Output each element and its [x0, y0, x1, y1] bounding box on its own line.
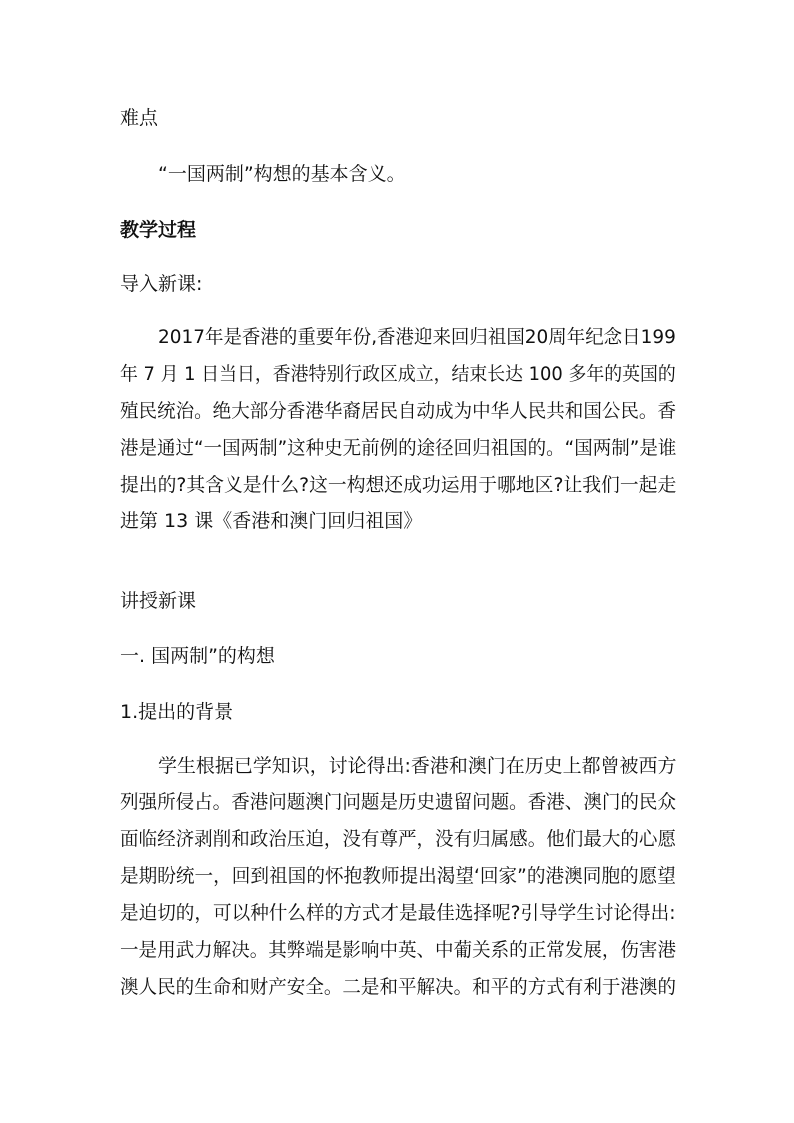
background-paragraph-line: 学生根据已学知识，讨论得出:香港和澳门在历史上都曾被西方	[158, 755, 677, 777]
intro-paragraph-line: 年 7 月 1 日当日，香港特别行政区成立，结束长达 100 多年的英国的	[120, 363, 676, 385]
intro-paragraph-line: 进第 13 课《香港和澳门回归祖国》	[120, 510, 423, 532]
intro-paragraph-line: 港是通过“一国两制”这种史无前例的途径回归祖国的。“国两制”是谁	[120, 437, 677, 459]
background-paragraph-line: 是迫切的，可以种什么样的方式才是最佳选择呢?引导学生讨论得出:	[120, 902, 676, 924]
background-paragraph-line: 一是用武力解决。其弊端是影响中英、中葡关系的正常发展，伤害港	[120, 939, 676, 961]
intro-paragraph-line: 2017年是香港的重要年份,香港迎来回归祖国20周年纪念日199	[158, 326, 676, 348]
background-paragraph-line: 面临经济剥削和政治压迫，没有尊严，没有归属感。他们最大的心愿	[120, 828, 676, 850]
lecture-label: 讲授新课	[120, 590, 197, 612]
heading-teaching-process: 教学过程	[120, 219, 197, 241]
section-heading-one: 一. 国两制”的构想	[120, 645, 275, 667]
background-paragraph-line: 列强所侵占。香港问题澳门问题是历史遗留问题。香港、澳门的民众	[120, 791, 676, 813]
background-paragraph-line: 澳人民的生命和财产安全。二是和平解决。和平的方式有利于港澳的	[120, 976, 676, 998]
subsection-heading-background: 1.提出的背景	[120, 701, 234, 723]
intro-paragraph-line: 殖民统治。绝大部分香港华裔居民自动成为中华人民共和国公民。香	[120, 400, 676, 422]
heading-difficulty: 难点	[120, 107, 159, 129]
intro-paragraph-line: 提出的?其含义是什么?这一构想还成功运用于哪地区?让我们一起走	[120, 474, 677, 496]
background-paragraph-line: 是期盼统一，回到祖国的怀抱教师提出渴望‘回家”的港澳同胞的愿望	[120, 865, 676, 887]
intro-label: 导入新课:	[120, 273, 203, 295]
difficulty-text: “一国两制”构想的基本含义。	[158, 163, 406, 185]
